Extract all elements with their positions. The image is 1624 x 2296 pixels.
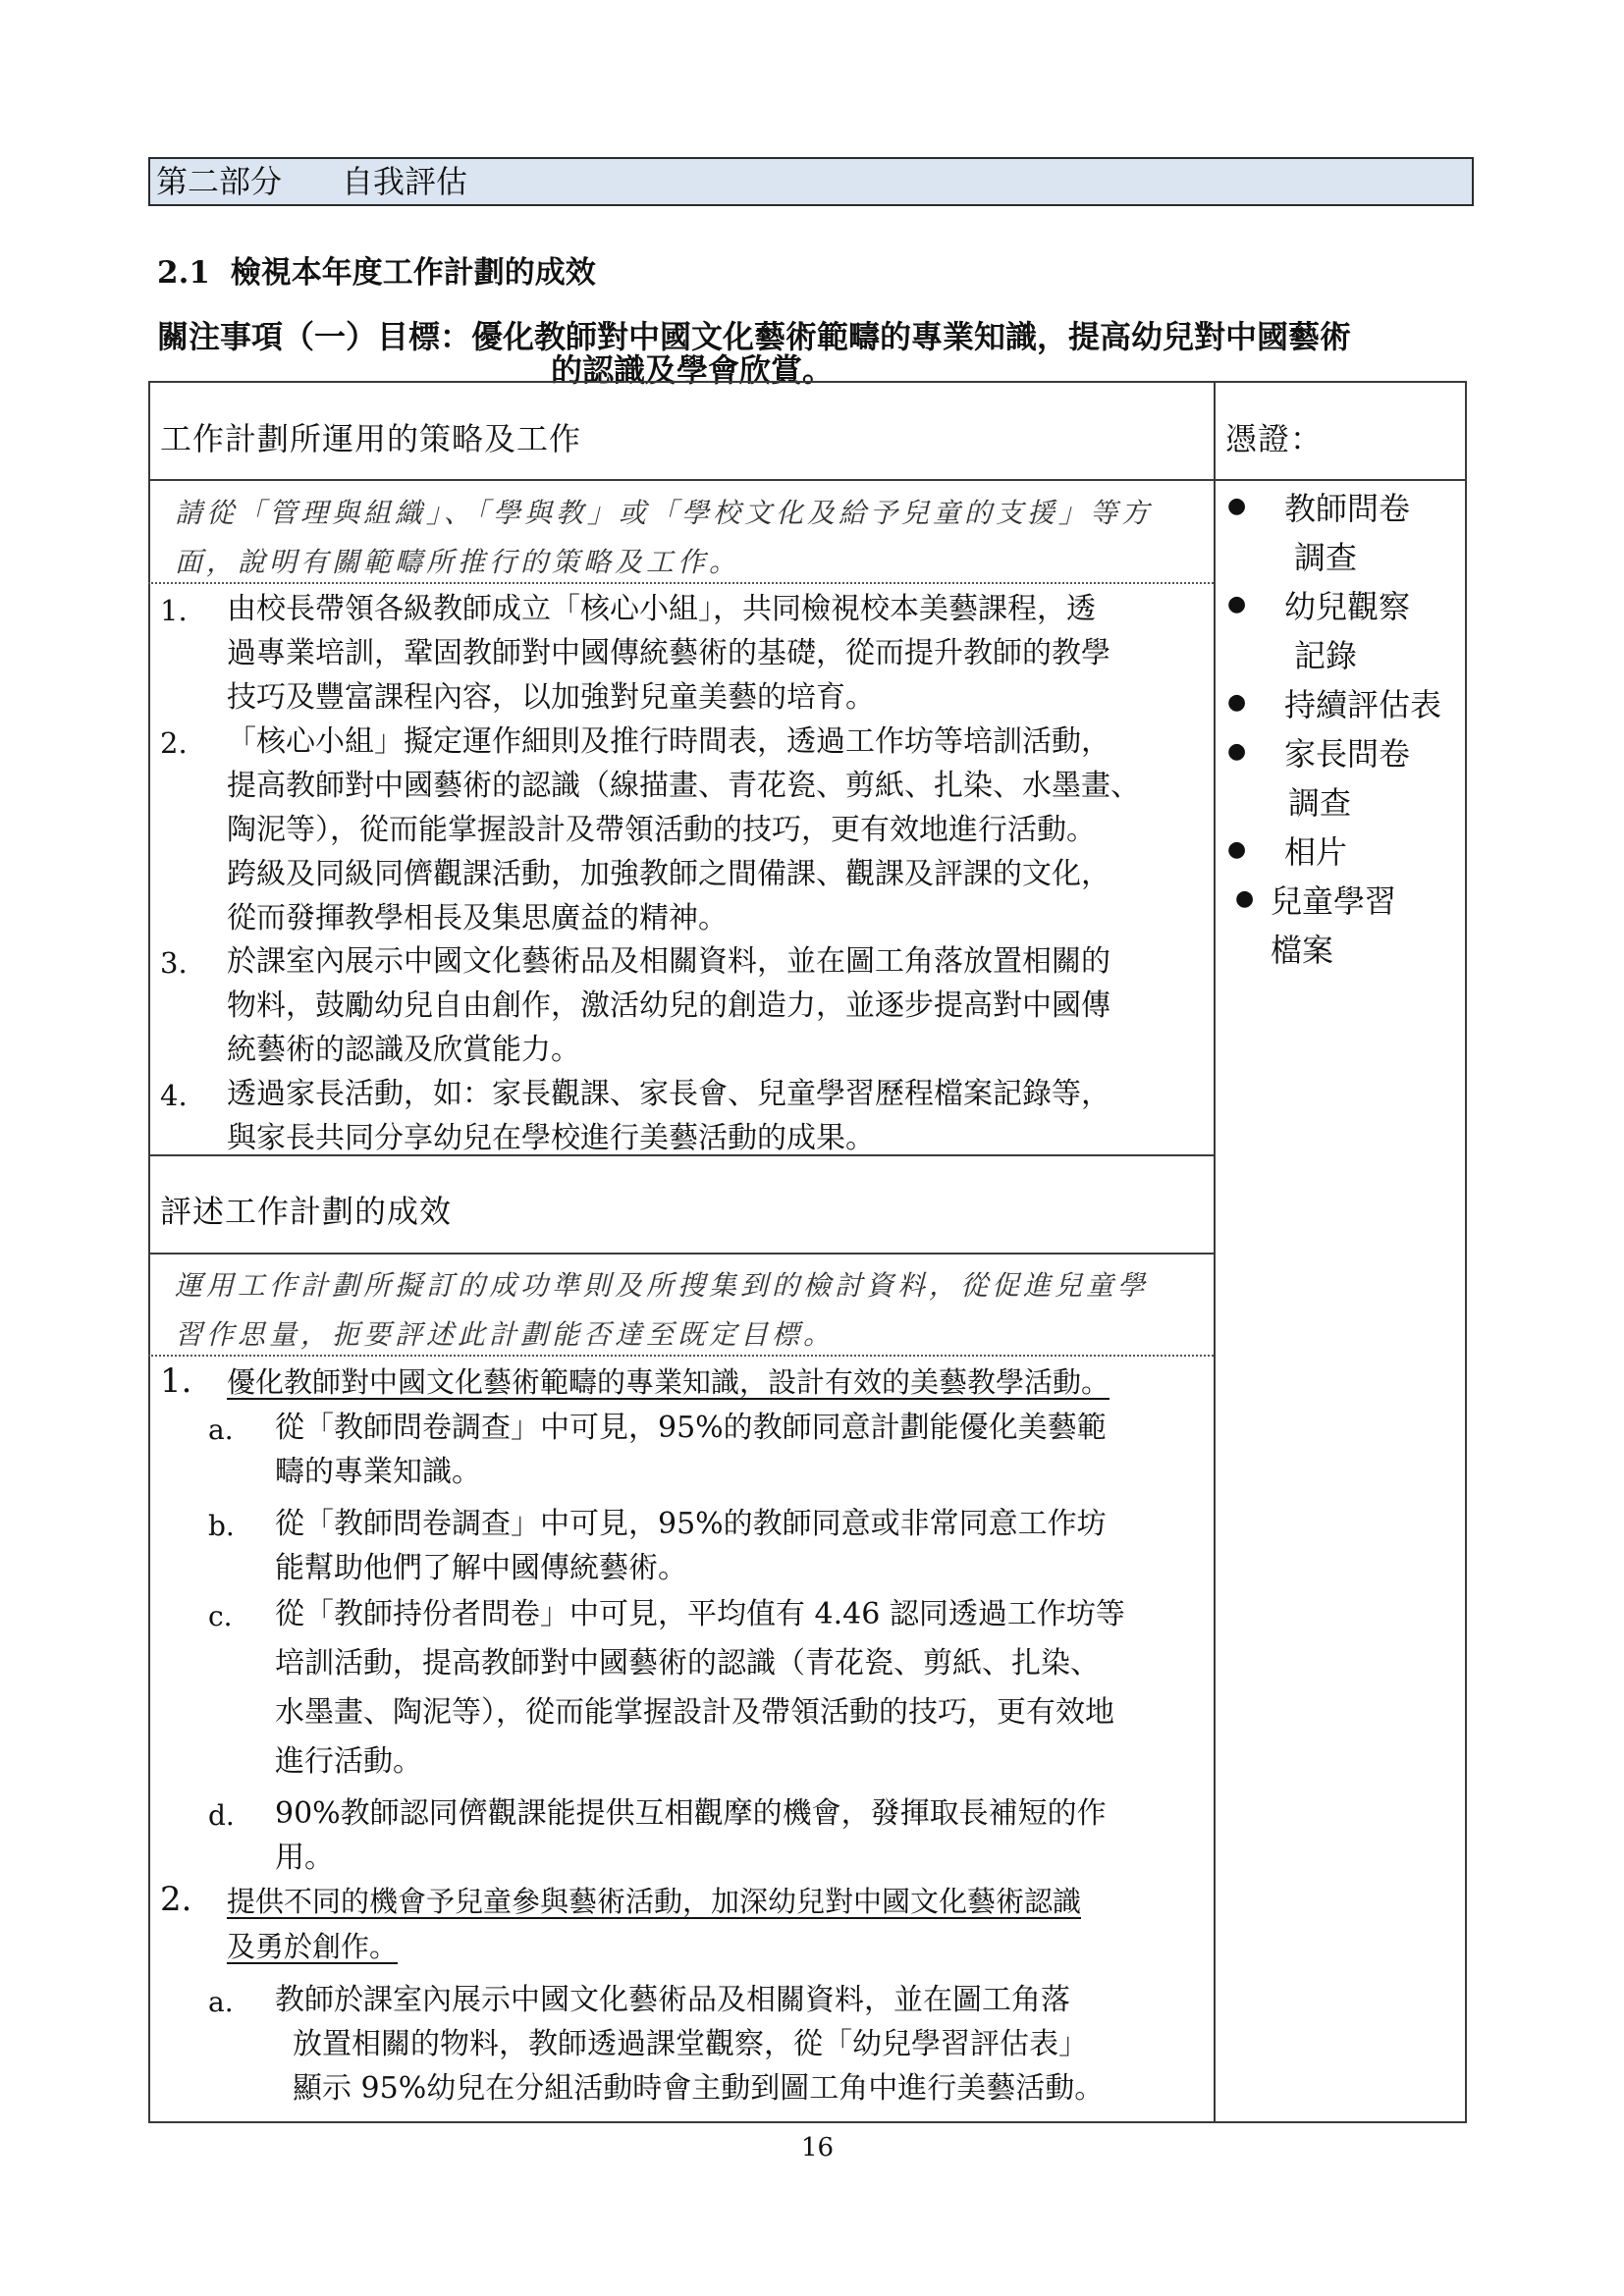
strategy-item-4: [227, 1072, 1110, 1160]
evaluation-line: 從「教師持份者問卷」中可見，平均值有 4.46 認同透過工作坊等: [275, 1597, 1125, 1631]
evaluation-sub-b: [275, 1502, 1107, 1590]
strategy-line: 於課室內展示中國文化藝術品及相關資料，並在圖工角落放置相關的: [227, 944, 1110, 979]
strategy-line: 透過家長活動，如：家長觀課、家長會、兒童學習歷程檔案記錄等，: [227, 1077, 1110, 1111]
evaluation-line: 從「教師問卷調查」中可見，95%的教師同意計劃能優化美藝範: [275, 1411, 1107, 1445]
strategy-item-3: [227, 939, 1110, 1072]
sub-letter: d.: [208, 1799, 235, 1832]
evaluation-line: 能幫助他們了解中國傳統藝術。: [275, 1551, 687, 1585]
evaluation-instruction-line: 習作思量，扼要評述此計劃能否達至既定目標。: [175, 1318, 836, 1351]
evidence-line: 教師問卷: [1284, 490, 1411, 527]
bullet-icon: ●: [1227, 837, 1247, 862]
evaluation-sub-a: [275, 1978, 1104, 2110]
evaluation-point-number: 1.: [160, 1362, 192, 1401]
evaluation-line: 用。: [275, 1841, 334, 1875]
instruction-divider: [148, 582, 1214, 584]
strategies-instruction-line: 請從「管理與組織」、「學與教」或「學校文化及給予兒童的支援」等方: [175, 497, 1154, 529]
strategies-header: 工作計劃所運用的策略及工作: [160, 420, 582, 457]
subsection-heading: [157, 247, 596, 292]
evaluation-divider-bottom: [148, 1253, 1214, 1255]
focus-line-1: 關注事項（一）目標：優化教師對中國文化藝術範疇的專業知識，提高幼兒對中國藝術: [157, 318, 1352, 355]
strategy-line: 「核心小組」擬定運作細則及推行時間表，透過工作坊等培訓活動，: [227, 724, 1110, 759]
evidence-line: 相片: [1284, 833, 1348, 871]
bullet-icon: ●: [1227, 690, 1247, 715]
evaluation-sub-d: [275, 1791, 1107, 1880]
evidence-line: 調查: [1294, 539, 1358, 576]
evaluation-line: 90%教師認同儕觀課能提供互相觀摩的機會，發揮取長補短的作: [275, 1796, 1107, 1831]
evidence-line: 兒童學習: [1271, 882, 1397, 920]
evaluation-header: 評述工作計劃的成效: [160, 1193, 453, 1230]
evaluation-line: 從「教師問卷調查」中可見，95%的教師同意或非常同意工作坊: [275, 1507, 1107, 1541]
evidence-item: [1284, 484, 1410, 582]
focus-line-2: 的認識及學會欣賞。: [551, 351, 835, 389]
subsection-title: 檢視本年度工作計劃的成效: [230, 255, 596, 291]
strategies-instruction-line: 面，說明有關範疇所推行的策略及工作。: [175, 546, 741, 578]
page-number: 16: [801, 2133, 835, 2163]
evaluation-line: 進行活動。: [275, 1744, 422, 1779]
sub-letter: c.: [208, 1600, 233, 1632]
evaluation-line: 顯示 95%幼兒在分組活動時會主動到圖工角中進行美藝活動。: [293, 2071, 1105, 2106]
sub-letter: b.: [208, 1510, 235, 1542]
evidence-item: [1284, 582, 1410, 680]
section-label: 第二部分: [156, 163, 283, 200]
evidence-item: [1271, 877, 1396, 975]
column-divider: [1214, 381, 1216, 2123]
strategy-line: 統藝術的認識及欣賞能力。: [227, 1033, 580, 1067]
bullet-icon: ●: [1235, 886, 1255, 911]
strategy-line: 過專業培訓，鞏固教師對中國傳統藝術的基礎，從而提升教師的教學: [227, 636, 1110, 670]
evaluation-line: 培訓活動，提高教師對中國藝術的認識（青花瓷、剪紙、扎染、: [275, 1646, 1100, 1681]
section-bar: [148, 157, 1474, 206]
evaluation-title-line: 及勇於創作。: [227, 1930, 399, 1963]
strategy-line: 跨級及同級同儕觀課活動，加強教師之間備課、觀課及評課的文化，: [227, 857, 1110, 891]
strategy-number: 2.: [160, 726, 188, 760]
strategy-line: 陶泥等），從而能掌握設計及帶領活動的技巧，更有效地進行活動。: [227, 813, 1096, 847]
evaluation-point-number: 2.: [160, 1880, 192, 1919]
evidence-line: 幼兒觀察: [1284, 588, 1411, 625]
evaluation-point-title: 優化教師對中國文化藝術範疇的專業知識，設計有效的美藝教學活動。: [227, 1365, 1110, 1399]
evidence-line: 記錄: [1294, 637, 1358, 674]
evidence-line: 持續評估表: [1284, 686, 1442, 723]
evaluation-sub-c: [275, 1590, 1125, 1787]
evaluation-line: 水墨畫、陶泥等），從而能掌握設計及帶領活動的技巧，更有效地: [275, 1695, 1114, 1730]
evidence-line: 檔案: [1271, 932, 1334, 969]
strategy-number: 1.: [160, 594, 188, 627]
sub-letter: a.: [208, 1414, 234, 1446]
bullet-icon: ●: [1227, 494, 1247, 518]
evaluation-instruction-divider: [148, 1355, 1214, 1357]
evidence-line: 家長問卷: [1284, 735, 1411, 773]
section-title: 自我評估: [342, 163, 468, 200]
evaluation-sub-a: [275, 1406, 1107, 1494]
evaluation-title-line: 提供不同的機會予兒童參與藝術活動，加深幼兒對中國文化藝術認識: [227, 1885, 1082, 1918]
evaluation-instruction-line: 運用工作計劃所擬訂的成功準則及所搜集到的檢討資料，從促進兒童學: [175, 1269, 1150, 1302]
strategy-number: 3.: [160, 946, 188, 980]
evidence-header: 憑證：: [1225, 420, 1324, 457]
strategy-line: 從而發揮教學相長及集思廣益的精神。: [227, 901, 728, 935]
strategy-line: 提高教師對中國藝術的認識（線描畫、青花瓷、剪紙、扎染、水墨畫、: [227, 769, 1140, 803]
bullet-icon: ●: [1227, 592, 1247, 616]
strategy-item-2: [227, 720, 1140, 940]
bullet-icon: ●: [1227, 739, 1247, 764]
strategy-line: 物料，鼓勵幼兒自由創作，激活幼兒的創造力，並逐步提高對中國傳: [227, 988, 1110, 1023]
evidence-line: 調查: [1288, 784, 1352, 822]
evidence-item: [1284, 680, 1441, 729]
strategy-line: 與家長共同分享幼兒在學校進行美藝活動的成果。: [227, 1121, 875, 1155]
evidence-item: [1284, 729, 1410, 828]
evaluation-line: 放置相關的物料，教師透過課堂觀察，從「幼兒學習評估表」: [293, 2027, 1088, 2061]
strategy-line: 技巧及豐富課程內容，以加強對兒童美藝的培育。: [227, 680, 875, 715]
evaluation-line: 教師於課室內展示中國文化藝術品及相關資料，並在圖工角落: [275, 1983, 1070, 2017]
strategy-number: 4.: [160, 1079, 188, 1112]
evidence-item: [1284, 828, 1347, 877]
evaluation-line: 疇的專業知識。: [275, 1455, 481, 1489]
header-row-divider: [148, 479, 1467, 481]
subsection-number: 2.1: [157, 255, 210, 291]
strategy-line: 由校長帶領各級教師成立「核心小組」，共同檢視校本美藝課程，透: [227, 592, 1096, 626]
evaluation-point-title: [227, 1879, 1081, 1969]
strategy-item-1: [227, 587, 1110, 720]
sub-letter: a.: [208, 1986, 234, 2018]
